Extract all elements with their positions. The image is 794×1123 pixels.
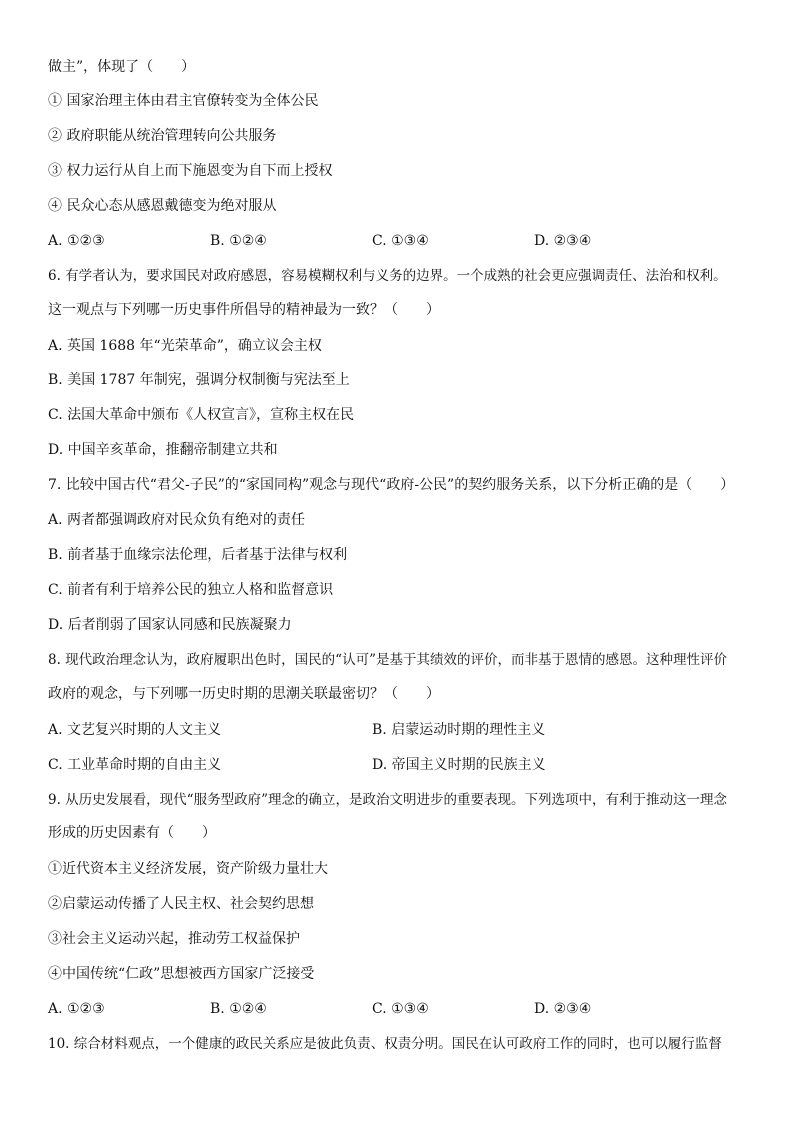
- q8-option-c: C. 工业革命时期的自由主义: [48, 757, 222, 773]
- q8-option-d: D. 帝国主义时期的民族主义: [372, 757, 546, 773]
- q6-stem-line-1: 6. 有学者认为，要求国民对政府感恩，容易模糊权利与义务的边界。一个成熟的社会更应强调责任、法治和权利。: [48, 268, 727, 284]
- q5-item-2: ② 政府职能从统治管理转向公共服务: [48, 128, 277, 144]
- q8-stem-line-2: 政府的观念，与下列哪一历史时期的思潮关联最密切？（ ）: [48, 686, 440, 702]
- q9-option-c: C. ①③④: [372, 1001, 429, 1017]
- q9-item-1: ①近代资本主义经济发展，资产阶级力量壮大: [48, 861, 328, 877]
- q7-option-b: B. 前者基于血缘宗法伦理，后者基于法律与权利: [48, 547, 348, 563]
- q5-item-3: ③ 权力运行从自上而下施恩变为自下而上授权: [48, 163, 333, 179]
- q6-option-a: A. 英国 1688 年“光荣革命”，确立议会主权: [48, 338, 322, 354]
- q6-stem-line-2: 这一观点与下列哪一历史事件所倡导的精神最为一致？（ ）: [48, 302, 440, 318]
- q8-option-a: A. 文艺复兴时期的人文主义: [48, 722, 222, 738]
- q6-option-c: C. 法国大革命中颁布《人权宣言》，宣称主权在民: [48, 407, 355, 423]
- q9-stem-line-2: 形成的历史因素有（ ）: [48, 825, 216, 841]
- q9-option-b: B. ①②④: [210, 1001, 267, 1017]
- q9-stem-line-1: 9. 从历史发展看，现代“服务型政府”理念的确立，是政治文明进步的重要表现。下列选项中，有利于推动这一理念: [48, 792, 727, 808]
- q5-option-d: D. ②③④: [534, 233, 592, 249]
- q5-option-a: A. ①②③: [48, 233, 105, 249]
- q5-item-1: ① 国家治理主体由君主官僚转变为全体公民: [48, 93, 319, 109]
- q9-option-d: D. ②③④: [534, 1001, 592, 1017]
- q5-option-c: C. ①③④: [372, 233, 429, 249]
- q9-item-3: ③社会主义运动兴起，推动劳工权益保护: [48, 931, 300, 947]
- q5-stem: 做主”，体现了（ ）: [48, 59, 196, 75]
- q9-option-a: A. ①②③: [48, 1001, 105, 1017]
- q7-option-a: A. 两者都强调政府对民众负有绝对的责任: [48, 512, 306, 528]
- q9-item-4: ④中国传统“仁政”思想被西方国家广泛接受: [48, 966, 315, 982]
- q6-option-d: D. 中国辛亥革命，推翻帝制建立共和: [48, 442, 278, 458]
- q10-stem-line-1: 10. 综合材料观点，一个健康的政民关系应是彼此负责、权责分明。国民在认可政府工作的同时，也可以履行监督: [48, 1036, 722, 1052]
- q7-stem: 7. 比较中国古代“君父-子民”的“家国同构”观念与现代“政府-公民”的契约服务关系，以下分析正确的是（ ）: [48, 477, 735, 493]
- q8-option-b: B. 启蒙运动时期的理性主义: [372, 722, 546, 738]
- q5-item-4: ④ 民众心态从感恩戴德变为绝对服从: [48, 198, 277, 214]
- q7-option-c: C. 前者有利于培养公民的独立人格和监督意识: [48, 582, 334, 598]
- q5-option-b: B. ①②④: [210, 233, 267, 249]
- q9-item-2: ②启蒙运动传播了人民主权、社会契约思想: [48, 896, 314, 912]
- q7-option-d: D. 后者削弱了国家认同感和民族凝聚力: [48, 617, 292, 633]
- q8-stem-line-1: 8. 现代政治理念认为，政府履职出色时，国民的“认可”是基于其绩效的评价，而非基于恩情的感恩。这种理性评价: [48, 652, 727, 668]
- q6-option-b: B. 美国 1787 年制宪，强调分权制衡与宪法至上: [48, 372, 350, 388]
